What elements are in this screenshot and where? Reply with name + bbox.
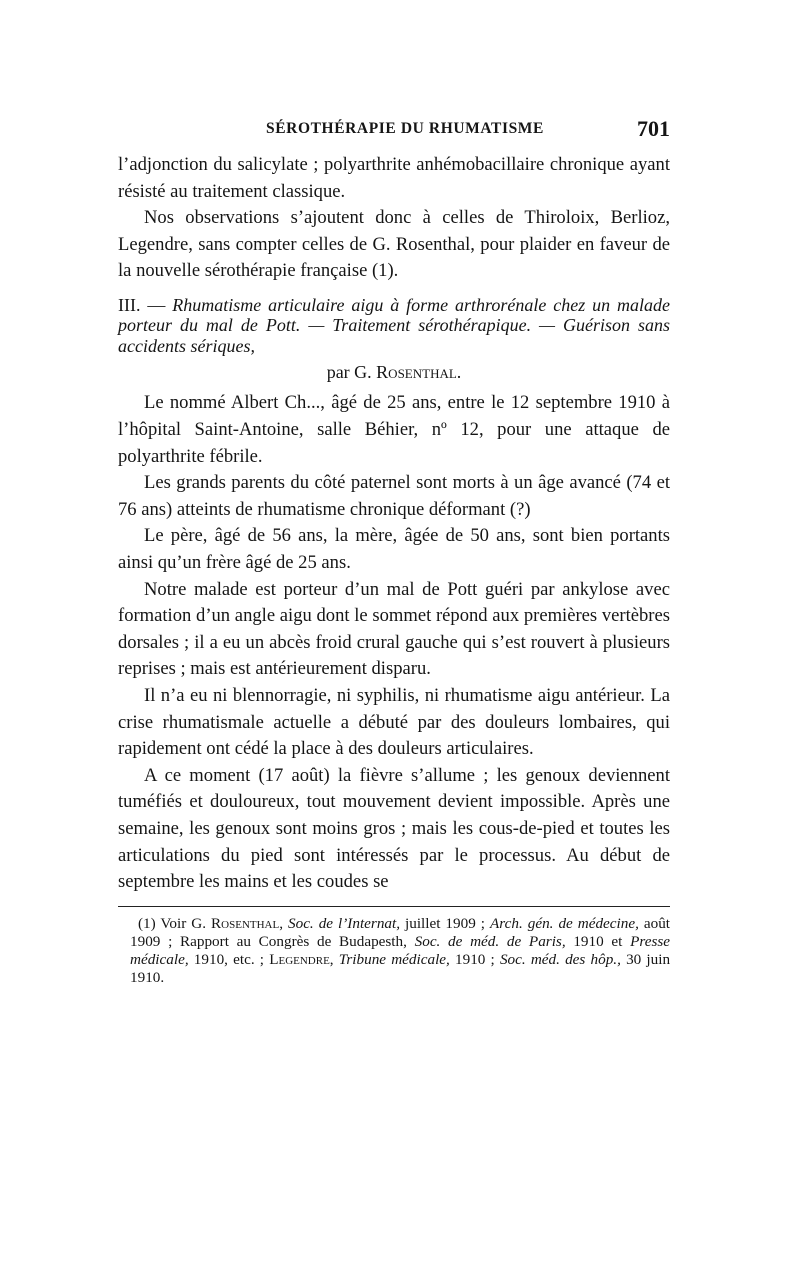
author-prefix: par G.	[326, 362, 372, 383]
footnote-text: août 1909 ; Rapport au Congrès de Budapesth,	[130, 914, 671, 950]
footnote-text: juillet 1909 ;	[405, 914, 486, 932]
footnote-marker: (1) Voir G.	[138, 914, 207, 932]
footnote-text: 1910 et	[573, 932, 623, 950]
section-title-text: Rhumatisme articulaire aigu à forme arthrorénale chez un malade porteur du mal de Pott. — Traitement sérothérapique. — Guérison sans accidents sériques,	[118, 294, 670, 356]
paragraph: Il n’a eu ni blennorragie, ni syphilis, ni rhumatisme aigu antérieur. La crise rhumatismale actuelle a débuté par des douleurs lombaires, qui rapidement ont cédé la place à des douleurs articulaires.	[118, 685, 670, 760]
footnote-citation: Soc. méd. des hôp.,	[499, 950, 621, 968]
footnote-author: Legendre,	[269, 950, 334, 968]
footnote-citation: Presse médicale,	[130, 932, 671, 968]
paragraph: Le nommé Albert Ch..., âgé de 25 ans, entre le 12 septembre 1910 à l’hôpital Saint-Antoine, salle Béhier, nº 12, pour une attaque de polyarthrite fébrile.	[118, 392, 670, 467]
paragraph: Le père, âgé de 56 ans, la mère, âgée de 50 ans, sont bien portants ainsi qu’un frère âgé de 25 ans.	[118, 525, 670, 574]
footnote-divider	[118, 906, 670, 907]
author-line	[118, 360, 670, 384]
author-name: Rosenthal.	[376, 362, 462, 383]
footnote	[118, 915, 670, 987]
footnote-citation: Tribune médicale,	[338, 950, 450, 968]
page-header	[118, 116, 670, 146]
page-body	[118, 152, 670, 987]
footnote-text: 1910 ;	[455, 950, 495, 968]
paragraph: Notre malade est porteur d’un mal de Pott guéri par ankylose avec formation d’un angle aigu dont le sommet répond aux premières vertèbres dorsales ; il a eu un abcès froid crural gauche qui s’est rouvert à plusieurs reprises ; mais est antérieurement disparu.	[118, 578, 670, 680]
page-number: 701	[637, 116, 670, 141]
section-number: III. —	[118, 294, 166, 315]
paragraph: Les grands parents du côté paternel sont morts à un âge avancé (74 et 76 ans) atteints de rhumatisme chronique déformant (?)	[118, 472, 670, 520]
running-head: SÉROTHÉRAPIE DU RHUMATISME	[266, 120, 544, 137]
section-heading	[118, 295, 670, 385]
section-title	[118, 295, 670, 357]
footnote-author: Rosenthal,	[211, 914, 284, 932]
paragraph: Nos observations s’ajoutent donc à celles de Thiroloix, Berlioz, Legendre, sans compter celles de G. Rosenthal, pour plaider en faveur de la nouvelle sérothérapie française (1).	[118, 207, 670, 282]
footnote-text: 1910, etc. ;	[193, 950, 265, 968]
paragraph: l’adjonction du salicylate ; polyarthrite anhémobacillaire chronique ayant résisté au traitement classique.	[118, 154, 670, 202]
paragraph: A ce moment (17 août) la fièvre s’allume ; les genoux deviennent tuméfiés et douloureux, tout mouvement devient impossible. Après une semaine, les genoux sont moins gros ; mais les cous-de-pied et toutes les articulations du pied sont intéressés par le processus. Au début de septembre les mains et les coudes se	[118, 764, 670, 893]
footnote-text: 30 juin 1910.	[130, 950, 671, 986]
footnote-citation: Soc. de l’Internat,	[288, 914, 401, 932]
footnote-citation: Arch. gén. de médecine,	[490, 914, 639, 932]
footnote-citation: Soc. de méd. de Paris,	[414, 932, 566, 950]
